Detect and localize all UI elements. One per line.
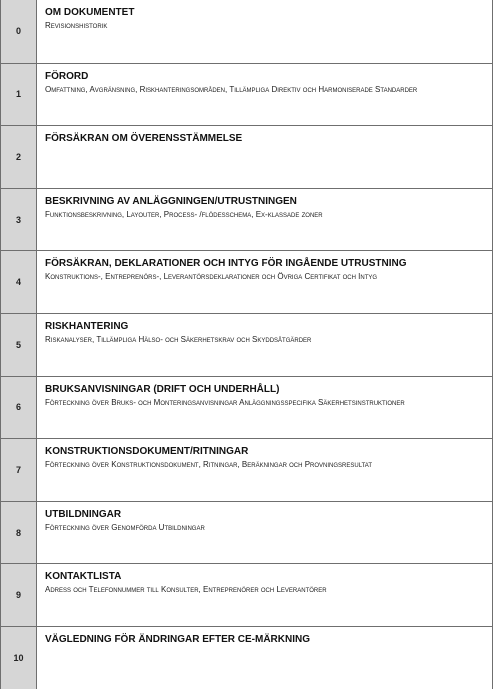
section-subtitle: Konstruktions-, Entreprenörs-, Leverantörsdeklarationer och Övriga Certifikat och Intyg	[45, 272, 378, 282]
section-title: FÖRSÄKRAN OM ÖVERENSSTÄMMELSE	[45, 133, 243, 145]
toc-row-0	[1, 0, 492, 63]
section-content	[37, 189, 492, 251]
section-content	[37, 64, 492, 126]
section-content	[37, 251, 492, 313]
section-subtitle: Funktionsbeskrivning, Layouter, Process- /flödesschema, Ex-klassade zoner	[45, 209, 323, 219]
toc-row-1	[1, 63, 492, 126]
section-subtitle: Revisionshistorik	[45, 21, 108, 30]
section-number: 0	[1, 0, 37, 63]
section-title: OM DOKUMENTET	[45, 7, 135, 18]
section-content	[37, 377, 492, 439]
section-title: BESKRIVNING AV ANLÄGGNINGEN/UTRUSTNINGEN	[45, 195, 297, 207]
section-subtitle: Omfattning, Avgränsning, Riskhanteringsområden, Tillämpliga Direktiv och Harmoniserade Standarder	[45, 84, 418, 94]
section-title: BRUKSANVISNINGAR (DRIFT OCH UNDERHÅLL)	[45, 383, 280, 395]
section-title: VÄGLEDNING FÖR ÄNDRINGAR EFTER CE-MÄRKNING	[45, 633, 310, 645]
section-title: KONSTRUKTIONSDOKUMENT/RITNINGAR	[45, 446, 249, 458]
section-number: 10	[1, 627, 37, 689]
toc-row-8	[1, 501, 492, 564]
section-content	[37, 314, 492, 376]
section-subtitle: Förteckning över Genomförda Utbildningar	[45, 522, 205, 532]
section-number: 8	[1, 502, 37, 564]
section-number: 5	[1, 314, 37, 376]
toc-row-7	[1, 438, 492, 501]
section-title: KONTAKTLISTA	[45, 571, 122, 583]
toc-row-5	[1, 313, 492, 376]
section-content	[37, 439, 492, 501]
section-subtitle: Förteckning över Konstruktionsdokument, Ritningar, Beräkningar och Provningsresultat	[45, 460, 373, 470]
section-number: 7	[1, 439, 37, 501]
section-content	[37, 564, 492, 626]
toc-row-6	[1, 376, 492, 439]
section-title: UTBILDNINGAR	[45, 508, 122, 520]
toc-row-2	[1, 125, 492, 188]
toc-row-3	[1, 188, 492, 251]
section-title: FÖRSÄKRAN, DEKLARATIONER OCH INTYG FÖR INGÅENDE UTRUSTNING	[45, 258, 407, 270]
section-subtitle: Adress och Telefonnummer till Konsulter, Entreprenörer och Leverantörer	[45, 585, 327, 595]
section-content	[37, 502, 492, 564]
section-title: FÖRORD	[45, 70, 89, 82]
section-title: RISKHANTERING	[45, 320, 129, 332]
section-number: 6	[1, 377, 37, 439]
section-subtitle: Förteckning över Bruks- och Monteringsanvisningar Anläggningsspecifika Säkerhetsinstruktioner	[45, 397, 405, 407]
section-number: 3	[1, 189, 37, 251]
toc-row-4	[1, 250, 492, 313]
section-subtitle: Riskanalyser, Tillämpliga Hälso- och Säkerhetskrav och Skyddsåtgärder	[45, 334, 312, 344]
section-number: 1	[1, 64, 37, 126]
section-content	[37, 126, 492, 188]
section-number: 2	[1, 126, 37, 188]
section-content	[37, 627, 492, 689]
section-content	[37, 0, 492, 63]
toc-row-9	[1, 563, 492, 626]
section-number: 9	[1, 564, 37, 626]
toc-row-10	[1, 626, 492, 689]
section-number: 4	[1, 251, 37, 313]
